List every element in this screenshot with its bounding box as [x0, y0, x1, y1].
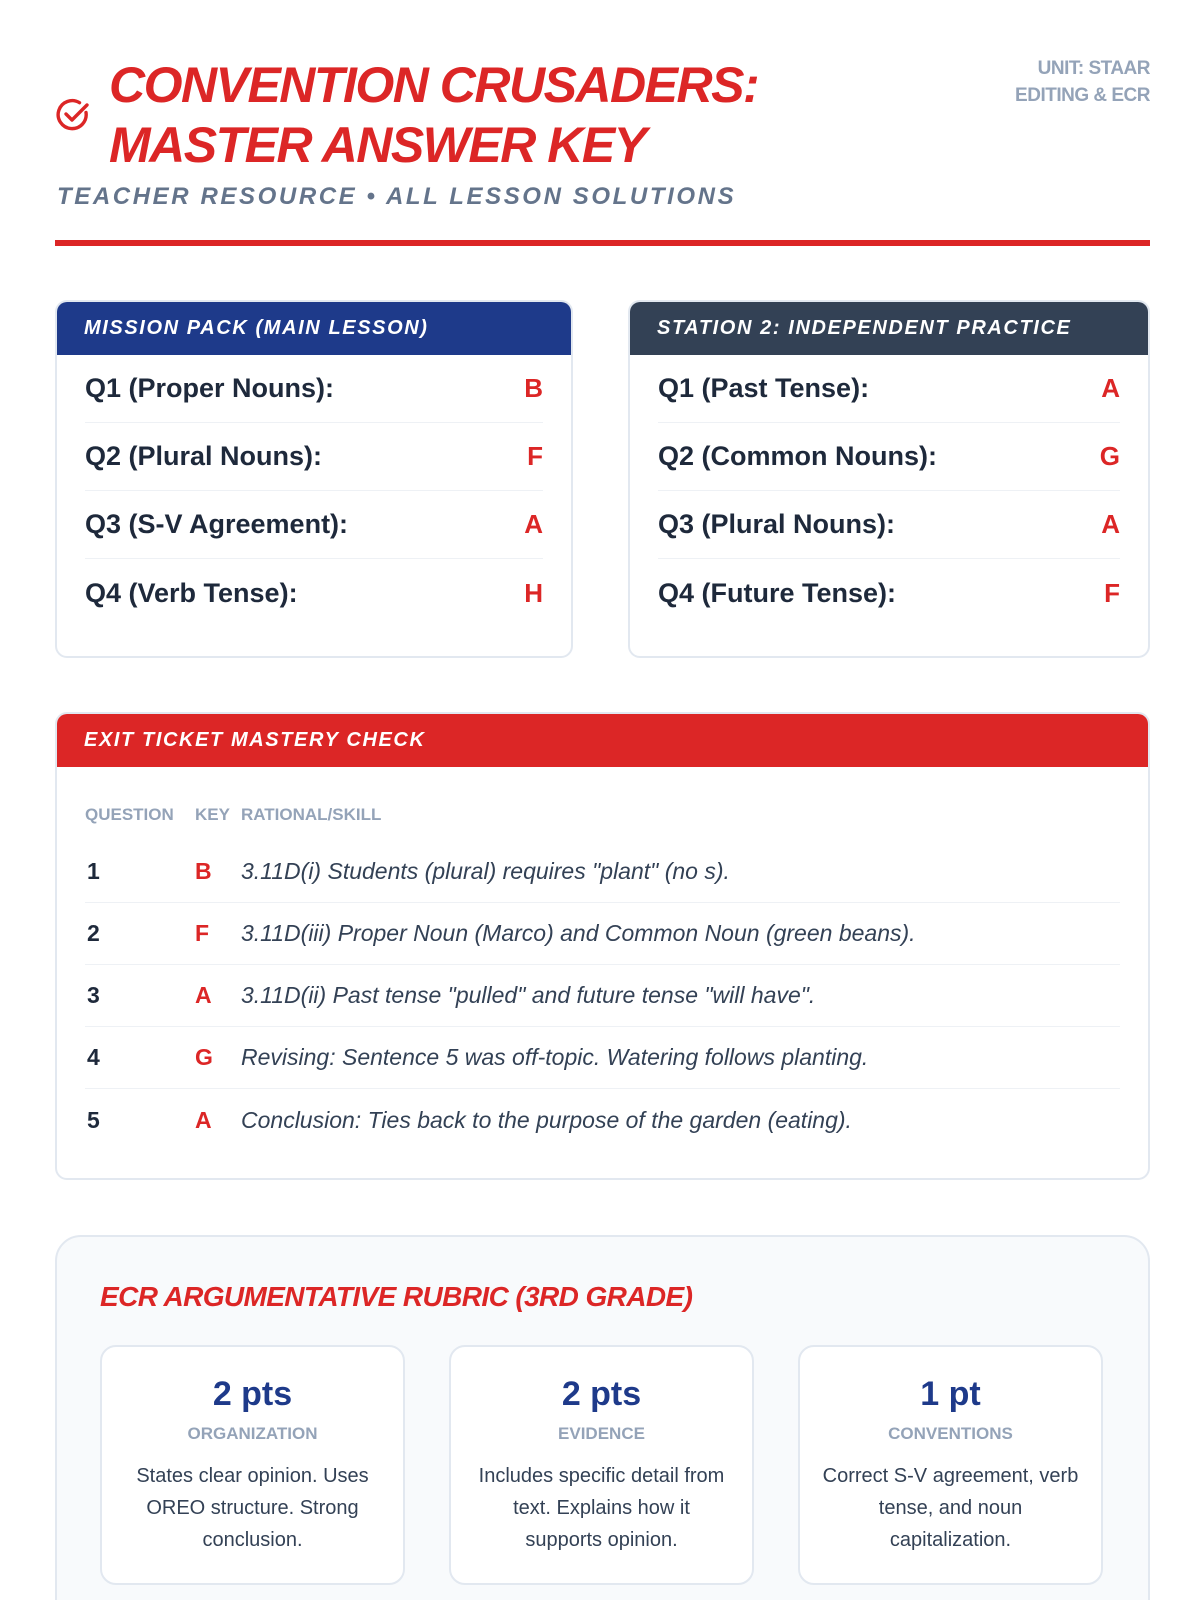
- question-number: 4: [87, 1044, 100, 1070]
- page-header: [55, 55, 1150, 250]
- mission-pack-list: [57, 355, 571, 627]
- table-row: [85, 1089, 1120, 1151]
- rationale-text: 3.11D(iii) Proper Noun (Marco) and Common Noun (green beans).: [241, 920, 916, 946]
- rubric-description: Correct S-V agreement, verb tense, and noun capitalization.: [822, 1465, 1079, 1551]
- column-header-question: QUESTION: [85, 805, 174, 824]
- answer-key: B: [195, 858, 212, 884]
- table-row: [85, 965, 1120, 1027]
- table-header: [85, 805, 1120, 827]
- answer-key: A: [1101, 373, 1120, 403]
- rubric-points: 2 pts: [212, 1375, 293, 1413]
- rationale-text: 3.11D(i) Students (plural) requires "plant" (no s).: [241, 858, 730, 884]
- table-row: [85, 903, 1120, 965]
- rubric-points: 2 pts: [561, 1375, 642, 1413]
- question-label: Q4 (Verb Tense):: [85, 577, 298, 608]
- rubric-card-conventions: [798, 1345, 1103, 1585]
- answer-key: A: [524, 509, 543, 539]
- question-number: 1: [87, 858, 100, 884]
- answer-key: A: [195, 1106, 212, 1133]
- list-item: [658, 491, 1120, 559]
- rationale-text: Revising: Sentence 5 was off-topic. Watering follows planting.: [241, 1044, 869, 1070]
- rubric-title: ECR ARGUMENTATIVE RUBRIC (3RD GRADE): [100, 1281, 693, 1312]
- question-number: 3: [87, 982, 100, 1008]
- answer-key: F: [527, 441, 543, 471]
- list-item: [658, 355, 1120, 423]
- answer-key: F: [195, 920, 210, 946]
- question-label: Q3 (Plural Nouns):: [658, 509, 896, 539]
- answer-key: F: [1104, 577, 1120, 608]
- station-2-heading: STATION 2: INDEPENDENT PRACTICE: [630, 302, 1148, 355]
- exit-ticket-heading: EXIT TICKET MASTERY CHECK: [57, 714, 1148, 767]
- answer-key: H: [524, 577, 543, 608]
- answer-key: A: [195, 982, 212, 1008]
- rubric-section: [55, 1235, 1150, 1600]
- question-number: 5: [87, 1106, 100, 1133]
- rubric-description: States clear opinion. Uses OREO structure. Strong conclusion.: [136, 1465, 369, 1551]
- question-number: 2: [87, 920, 100, 946]
- question-label: Q4 (Future Tense):: [658, 577, 897, 608]
- list-item: [658, 423, 1120, 491]
- question-label: Q1 (Past Tense):: [658, 373, 870, 403]
- column-header-key: KEY: [195, 805, 230, 824]
- mission-pack-heading: MISSION PACK (MAIN LESSON): [57, 302, 571, 355]
- page-subtitle: TEACHER RESOURCE • ALL LESSON SOLUTIONS: [57, 183, 737, 210]
- list-item: [658, 559, 1120, 627]
- question-label: Q2 (Plural Nouns):: [85, 441, 323, 471]
- answer-key: B: [524, 373, 543, 403]
- list-item: [85, 491, 543, 559]
- rubric-points: 1 pt: [920, 1375, 981, 1413]
- list-item: [85, 355, 543, 423]
- mission-pack-card: [55, 300, 573, 658]
- check-circle-icon: [55, 97, 91, 133]
- rationale-text: Conclusion: Ties back to the purpose of the garden (eating).: [241, 1106, 852, 1133]
- rubric-card-organization: [100, 1345, 405, 1585]
- exit-ticket-card: [55, 712, 1150, 1180]
- question-label: Q1 (Proper Nouns):: [85, 373, 335, 403]
- rubric-description: Includes specific detail from text. Explains how it supports opinion.: [478, 1465, 725, 1551]
- table-row: [85, 1027, 1120, 1089]
- exit-ticket-table: [57, 767, 1148, 1151]
- column-header-rationale: RATIONAL/SKILL: [241, 805, 382, 824]
- header-divider: [55, 240, 1150, 246]
- station-2-card: [628, 300, 1150, 658]
- rubric-category: ORGANIZATION: [187, 1424, 318, 1443]
- rubric-category: CONVENTIONS: [888, 1424, 1013, 1443]
- answer-key: G: [1099, 441, 1120, 471]
- list-item: [85, 423, 543, 491]
- table-row: [85, 841, 1120, 903]
- answer-key: G: [195, 1044, 213, 1070]
- list-item: [85, 559, 543, 627]
- station-2-list: [630, 355, 1148, 627]
- rubric-category: EVIDENCE: [558, 1424, 645, 1443]
- unit-label: UNIT: STAAR EDITING & ECR: [1015, 58, 1150, 106]
- question-label: Q2 (Common Nouns):: [658, 441, 937, 471]
- rubric-card-evidence: [449, 1345, 754, 1585]
- answer-key: A: [1101, 509, 1120, 539]
- rationale-text: 3.11D(ii) Past tense "pulled" and future tense "will have".: [241, 982, 816, 1008]
- question-label: Q3 (S-V Agreement):: [85, 509, 349, 539]
- page-title: CONVENTION CRUSADERS: MASTER ANSWER KEY: [109, 57, 759, 173]
